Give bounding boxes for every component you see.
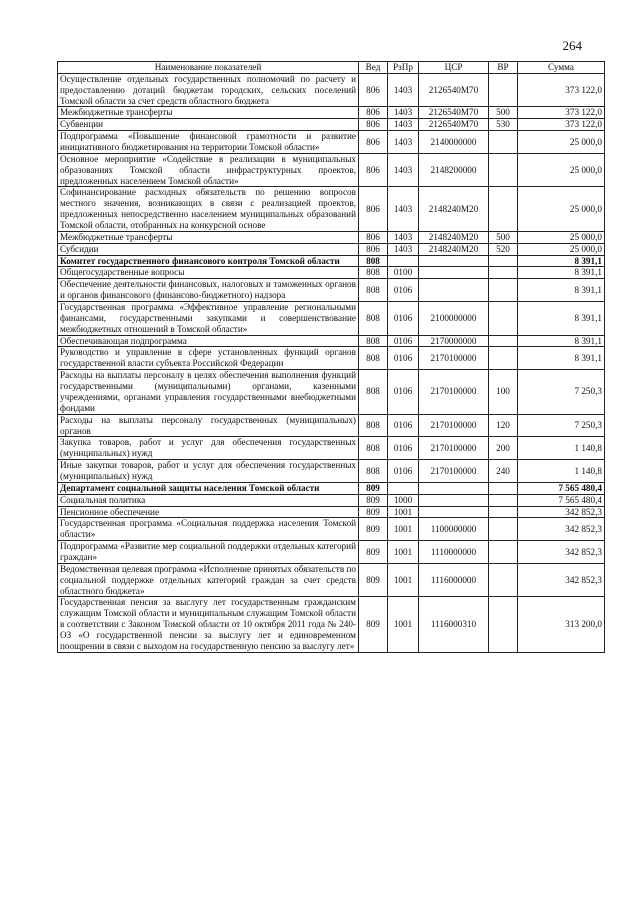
row-vr bbox=[489, 482, 518, 494]
row-vr bbox=[489, 255, 518, 267]
row-name: Государственная программа «Социальная поддержка населения Томской области» bbox=[58, 518, 359, 541]
row-ved: 808 bbox=[359, 279, 388, 302]
row-rzpr: 1001 bbox=[388, 518, 419, 541]
row-rzpr: 1001 bbox=[388, 506, 419, 518]
row-rzpr: 1403 bbox=[388, 107, 419, 119]
row-sum: 7 565 480,4 bbox=[518, 482, 605, 494]
row-sum: 25 000,0 bbox=[518, 187, 605, 231]
row-csr bbox=[419, 267, 489, 279]
row-name: Подпрограмма «Развитие мер социальной поддержки отдельных категорий граждан» bbox=[58, 541, 359, 564]
table-row bbox=[58, 347, 605, 370]
row-sum: 25 000,0 bbox=[518, 231, 605, 243]
row-csr bbox=[419, 255, 489, 267]
table-row bbox=[58, 482, 605, 494]
table-row bbox=[58, 279, 605, 302]
row-vr bbox=[489, 494, 518, 506]
table-row bbox=[58, 518, 605, 541]
row-csr: 2170100000 bbox=[419, 370, 489, 414]
header-vr: ВР bbox=[489, 62, 518, 74]
row-sum: 8 391,1 bbox=[518, 302, 605, 336]
row-rzpr: 1403 bbox=[388, 243, 419, 255]
row-rzpr: 0106 bbox=[388, 335, 419, 347]
row-rzpr: 1403 bbox=[388, 153, 419, 187]
row-name: Софинансирование расходных обязательств по решению вопросов местного значения, возникающих в связи с реализацией проектов, предложенных непосредственно населением муниципальных образований Томской области, отобранных на конкурсной основе bbox=[58, 187, 359, 231]
row-vr bbox=[489, 541, 518, 564]
row-csr: 2148200000 bbox=[419, 153, 489, 187]
row-ved: 806 bbox=[359, 131, 388, 154]
row-vr bbox=[489, 267, 518, 279]
table-row bbox=[58, 131, 605, 154]
row-ved: 808 bbox=[359, 460, 388, 483]
row-ved: 806 bbox=[359, 73, 388, 107]
row-ved: 806 bbox=[359, 231, 388, 243]
row-csr: 1100000000 bbox=[419, 518, 489, 541]
row-rzpr: 0106 bbox=[388, 370, 419, 414]
row-vr: 520 bbox=[489, 243, 518, 255]
row-csr: 1110000000 bbox=[419, 541, 489, 564]
row-sum: 342 852,3 bbox=[518, 506, 605, 518]
row-sum: 8 391,1 bbox=[518, 347, 605, 370]
row-csr bbox=[419, 279, 489, 302]
row-csr: 2126540М70 bbox=[419, 107, 489, 119]
table-row bbox=[58, 243, 605, 255]
row-vr bbox=[489, 506, 518, 518]
row-vr bbox=[489, 187, 518, 231]
row-sum: 25 000,0 bbox=[518, 243, 605, 255]
row-ved: 809 bbox=[359, 506, 388, 518]
table-header-row bbox=[58, 62, 605, 74]
table-row bbox=[58, 302, 605, 336]
row-ved: 808 bbox=[359, 437, 388, 460]
header-csr: ЦСР bbox=[419, 62, 489, 74]
header-name: Наименование показателей bbox=[58, 62, 359, 74]
row-csr: 2140000000 bbox=[419, 131, 489, 154]
row-ved: 806 bbox=[359, 119, 388, 131]
row-ved: 808 bbox=[359, 370, 388, 414]
row-rzpr bbox=[388, 255, 419, 267]
row-ved: 809 bbox=[359, 518, 388, 541]
row-sum: 342 852,3 bbox=[518, 563, 605, 597]
table-row bbox=[58, 437, 605, 460]
row-name: Осуществление отдельных государственных полномочий по расчету и предоставлению дотаций бюджетам городских, сельских поселений Томской области за счет средств областного бюджета bbox=[58, 73, 359, 107]
row-rzpr: 0106 bbox=[388, 460, 419, 483]
row-name: Ведомственная целевая программа «Исполнение принятых обязательств по социальной поддержке отдельных категорий граждан за счет средств областного бюджета» bbox=[58, 563, 359, 597]
row-sum: 8 391,1 bbox=[518, 255, 605, 267]
row-name: Государственная пенсия за выслугу лет государственным гражданским служащим Томской области и муниципальным служащим Томской области в соответствии с Законом Томской области от 10 октября 2011 года № 240-ОЗ «О государственной пенсии за выслугу лет и единовременном поощрении в связи с выходом на государственную пенсию за выслугу лет» bbox=[58, 597, 359, 652]
row-sum: 373 122,0 bbox=[518, 119, 605, 131]
row-rzpr: 1403 bbox=[388, 231, 419, 243]
row-rzpr: 0106 bbox=[388, 302, 419, 336]
table-row bbox=[58, 460, 605, 483]
row-vr bbox=[489, 563, 518, 597]
row-vr bbox=[489, 335, 518, 347]
row-vr: 200 bbox=[489, 437, 518, 460]
row-rzpr: 1403 bbox=[388, 73, 419, 107]
budget-table bbox=[57, 61, 605, 653]
row-csr: 2148240М20 bbox=[419, 187, 489, 231]
row-csr bbox=[419, 482, 489, 494]
row-rzpr: 1403 bbox=[388, 187, 419, 231]
row-name: Расходы на выплаты персоналу в целях обеспечения выполнения функций государственными (муниципальными) органами, казенными учреждениями, органами управления государственными внебюджетными фондами bbox=[58, 370, 359, 414]
header-ved: Вед bbox=[359, 62, 388, 74]
row-sum: 7 250,3 bbox=[518, 370, 605, 414]
row-csr bbox=[419, 494, 489, 506]
row-ved: 809 bbox=[359, 563, 388, 597]
row-ved: 806 bbox=[359, 153, 388, 187]
row-name: Комитет государственного финансового контроля Томской области bbox=[58, 255, 359, 267]
row-vr bbox=[489, 597, 518, 652]
row-csr: 2170100000 bbox=[419, 347, 489, 370]
row-vr bbox=[489, 518, 518, 541]
row-rzpr: 0106 bbox=[388, 414, 419, 437]
row-ved: 809 bbox=[359, 494, 388, 506]
row-vr: 500 bbox=[489, 231, 518, 243]
row-rzpr: 1403 bbox=[388, 119, 419, 131]
row-name: Руководство и управление в сфере установленных функций органов государственной власти субъекта Российской Федерации bbox=[58, 347, 359, 370]
row-name: Общегосударственные вопросы bbox=[58, 267, 359, 279]
table-row bbox=[58, 597, 605, 652]
table-row bbox=[58, 414, 605, 437]
row-sum: 342 852,3 bbox=[518, 518, 605, 541]
row-vr bbox=[489, 302, 518, 336]
header-rzpr: РзПр bbox=[388, 62, 419, 74]
row-ved: 808 bbox=[359, 347, 388, 370]
row-ved: 806 bbox=[359, 187, 388, 231]
row-name: Основное мероприятие «Содействие в реализации в муниципальных образованиях Томской области инфраструктурных проектов, предложенных населением Томской области» bbox=[58, 153, 359, 187]
table-row bbox=[58, 231, 605, 243]
row-csr: 2148240М20 bbox=[419, 243, 489, 255]
row-sum: 373 122,0 bbox=[518, 73, 605, 107]
row-sum: 8 391,1 bbox=[518, 267, 605, 279]
row-ved: 808 bbox=[359, 414, 388, 437]
row-sum: 8 391,1 bbox=[518, 335, 605, 347]
table-row bbox=[58, 107, 605, 119]
row-csr: 2100000000 bbox=[419, 302, 489, 336]
row-sum: 8 391,1 bbox=[518, 279, 605, 302]
table-row bbox=[58, 187, 605, 231]
row-csr: 2126540М70 bbox=[419, 119, 489, 131]
row-ved: 806 bbox=[359, 107, 388, 119]
row-ved: 808 bbox=[359, 335, 388, 347]
page-number: 264 bbox=[562, 38, 582, 53]
row-vr bbox=[489, 279, 518, 302]
row-rzpr: 1001 bbox=[388, 563, 419, 597]
row-rzpr bbox=[388, 482, 419, 494]
header-sum: Сумма bbox=[518, 62, 605, 74]
row-name: Субсидии bbox=[58, 243, 359, 255]
row-csr: 2126540М70 bbox=[419, 73, 489, 107]
row-sum: 1 140,8 bbox=[518, 460, 605, 483]
row-vr: 530 bbox=[489, 119, 518, 131]
row-rzpr: 0106 bbox=[388, 279, 419, 302]
row-ved: 809 bbox=[359, 541, 388, 564]
row-sum: 25 000,0 bbox=[518, 153, 605, 187]
row-csr: 2170100000 bbox=[419, 460, 489, 483]
row-rzpr: 1001 bbox=[388, 541, 419, 564]
row-ved: 806 bbox=[359, 243, 388, 255]
table-row bbox=[58, 73, 605, 107]
row-name: Подпрограмма «Повышение финансовой грамотности и развитие инициативного бюджетирования на территории Томской области» bbox=[58, 131, 359, 154]
row-vr: 500 bbox=[489, 107, 518, 119]
row-sum: 373 122,0 bbox=[518, 107, 605, 119]
row-name: Обеспечение деятельности финансовых, налоговых и таможенных органов и органов финансового (финансово-бюджетного) надзора bbox=[58, 279, 359, 302]
row-name: Департамент социальной защиты населения Томской области bbox=[58, 482, 359, 494]
table-row bbox=[58, 541, 605, 564]
table-row bbox=[58, 153, 605, 187]
row-name: Субвенции bbox=[58, 119, 359, 131]
row-rzpr: 1403 bbox=[388, 131, 419, 154]
row-ved: 808 bbox=[359, 255, 388, 267]
row-rzpr: 1000 bbox=[388, 494, 419, 506]
row-sum: 1 140,8 bbox=[518, 437, 605, 460]
row-sum: 342 852,3 bbox=[518, 541, 605, 564]
row-name: Межбюджетные трансферты bbox=[58, 107, 359, 119]
table-row bbox=[58, 267, 605, 279]
row-name: Иные закупки товаров, работ и услуг для обеспечения государственных (муниципальных) нужд bbox=[58, 460, 359, 483]
row-name: Межбюджетные трансферты bbox=[58, 231, 359, 243]
row-name: Закупка товаров, работ и услуг для обеспечения государственных (муниципальных) нужд bbox=[58, 437, 359, 460]
row-ved: 808 bbox=[359, 302, 388, 336]
row-csr: 2170100000 bbox=[419, 414, 489, 437]
row-sum: 313 200,0 bbox=[518, 597, 605, 652]
row-name: Обеспечивающая подпрограмма bbox=[58, 335, 359, 347]
table-row bbox=[58, 255, 605, 267]
row-rzpr: 0106 bbox=[388, 347, 419, 370]
row-sum: 7 250,3 bbox=[518, 414, 605, 437]
row-name: Социальная политика bbox=[58, 494, 359, 506]
row-rzpr: 0100 bbox=[388, 267, 419, 279]
row-ved: 809 bbox=[359, 597, 388, 652]
row-vr: 240 bbox=[489, 460, 518, 483]
row-csr: 1116000310 bbox=[419, 597, 489, 652]
row-name: Государственная программа «Эффективное управление региональными финансами, государственными закупками и совершенствование межбюджетных отношений в Томской области» bbox=[58, 302, 359, 336]
table-row bbox=[58, 335, 605, 347]
table-row bbox=[58, 563, 605, 597]
row-csr: 2170100000 bbox=[419, 437, 489, 460]
row-ved: 809 bbox=[359, 482, 388, 494]
row-name: Расходы на выплаты персоналу государственных (муниципальных) органов bbox=[58, 414, 359, 437]
row-csr: 1116000000 bbox=[419, 563, 489, 597]
row-vr: 100 bbox=[489, 370, 518, 414]
row-vr bbox=[489, 131, 518, 154]
row-ved: 808 bbox=[359, 267, 388, 279]
table-row bbox=[58, 119, 605, 131]
row-csr: 2148240М20 bbox=[419, 231, 489, 243]
row-vr bbox=[489, 73, 518, 107]
table-body bbox=[58, 73, 605, 652]
row-rzpr: 1001 bbox=[388, 597, 419, 652]
row-vr: 120 bbox=[489, 414, 518, 437]
table-row bbox=[58, 506, 605, 518]
row-name: Пенсионное обеспечение bbox=[58, 506, 359, 518]
row-rzpr: 0106 bbox=[388, 437, 419, 460]
row-vr bbox=[489, 153, 518, 187]
row-vr bbox=[489, 347, 518, 370]
table-row bbox=[58, 494, 605, 506]
table-row bbox=[58, 370, 605, 414]
row-sum: 7 565 480,4 bbox=[518, 494, 605, 506]
row-csr bbox=[419, 506, 489, 518]
row-sum: 25 000,0 bbox=[518, 131, 605, 154]
row-csr: 2170000000 bbox=[419, 335, 489, 347]
